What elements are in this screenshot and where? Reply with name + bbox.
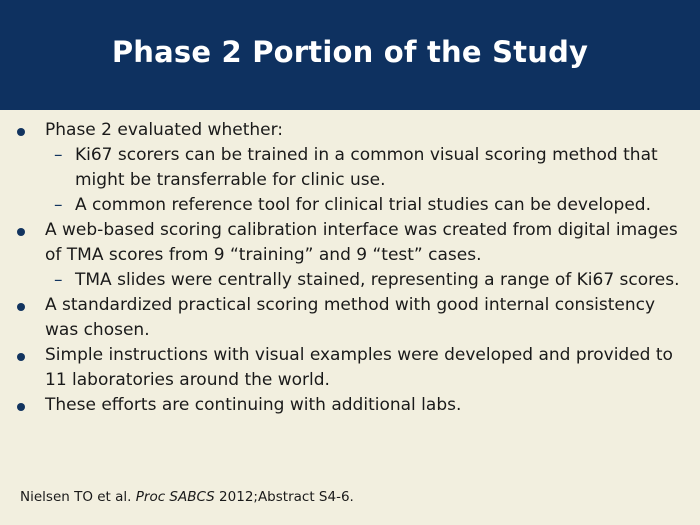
bullet-item <box>0 343 700 393</box>
citation-rest: 2012;Abstract S4-6. <box>219 489 354 505</box>
slide-title: Phase 2 Portion of the Study <box>111 35 589 69</box>
sub-bullet-text: TMA slides were centrally stained, representing a range of Ki67 scores. <box>75 270 680 290</box>
bullet-dot-icon <box>17 228 25 236</box>
bullet-item <box>0 218 700 268</box>
sub-bullet-item <box>0 193 700 218</box>
citation-authors: Nielsen TO et al. <box>20 489 132 505</box>
bullet-item <box>0 393 700 418</box>
citation-journal: Proc SABCS <box>135 489 215 505</box>
sub-bullet-text: A common reference tool for clinical trial studies can be developed. <box>75 195 651 215</box>
dash-icon: – <box>54 145 63 165</box>
sub-bullet-item <box>0 143 700 193</box>
title-bar <box>0 0 700 110</box>
bullet-text: A web-based scoring calibration interface was created from digital images of TMA scores from 9 “training” and 9 “test” cases. <box>45 220 678 265</box>
bullet-item <box>0 118 700 143</box>
bullet-dot-icon <box>17 303 25 311</box>
bullet-dot-icon <box>17 128 25 136</box>
bullet-text: Phase 2 evaluated whether: <box>45 120 284 140</box>
bullet-dot-icon <box>17 353 25 361</box>
bullet-item <box>0 293 700 343</box>
bullet-dot-icon <box>17 403 25 411</box>
dash-icon: – <box>54 195 63 215</box>
bullet-text: A standardized practical scoring method with good internal consistency was chosen. <box>45 295 656 340</box>
dash-icon: – <box>54 270 63 290</box>
citation <box>20 489 354 505</box>
sub-bullet-text: Ki67 scorers can be trained in a common visual scoring method that might be transferrable for clinic use. <box>75 145 658 190</box>
sub-bullet-item <box>0 268 700 293</box>
bullet-text: Simple instructions with visual examples were developed and provided to 11 laboratories around the world. <box>45 345 673 390</box>
bullet-text: These efforts are continuing with additional labs. <box>45 395 462 415</box>
slide-content <box>0 118 700 418</box>
